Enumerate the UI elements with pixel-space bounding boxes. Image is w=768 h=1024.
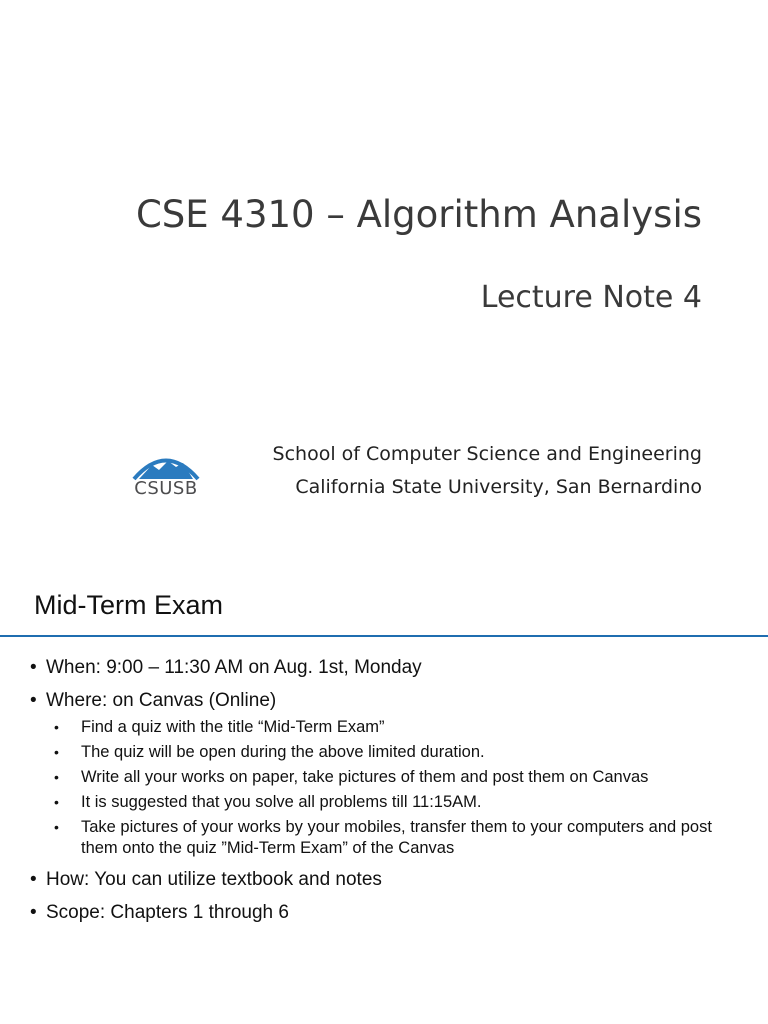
university-name: California State University, San Bernardino — [295, 476, 702, 498]
affiliation — [273, 438, 702, 504]
sub-bullet-open-duration: • The quiz will be open during the above limited duration. — [50, 742, 750, 763]
bullet-how: • How: You can utilize textbook and notes — [30, 868, 750, 892]
bullet-where: • Where: on Canvas (Online) • Find a quiz with the title “Mid-Term Exam” • The quiz will be open during the above limited duration. • Write all your works on paper, take pictures of them and post them on Canvas • It is suggested that you solve all problems till 11:15AM. • Take pictures of your works by your mobiles, transfer them to your computers and post them onto the quiz ”Mid-Term Exam” of the Canvas — [30, 689, 750, 859]
school-name: School of Computer Science and Engineering — [272, 443, 702, 465]
bullet-scope: • Scope: Chapters 1 through 6 — [30, 901, 750, 925]
content-slide — [0, 560, 768, 1024]
title-divider — [0, 635, 768, 637]
logo-wordmark: CSUSB — [134, 478, 198, 499]
sub-bullet-take-pictures: • Take pictures of your works by your mobiles, transfer them to your computers and post them onto the quiz ”Mid-Term Exam” of the Canvas — [50, 817, 750, 859]
bullet-when: • When: 9:00 – 11:30 AM on Aug. 1st, Monday — [30, 656, 750, 680]
presentation-title: CSE 4310 – Algorithm Analysis — [135, 193, 702, 236]
sub-bullet-list — [50, 717, 750, 859]
slide-title: Mid-Term Exam — [34, 590, 224, 620]
sub-bullet-suggested-time: • It is suggested that you solve all problems till 11:15AM. — [50, 792, 750, 813]
mountain-arch-icon — [128, 448, 204, 482]
csusb-logo — [128, 448, 204, 508]
presentation-subtitle: Lecture Note 4 — [480, 280, 702, 315]
bullet-list — [30, 656, 750, 934]
sub-bullet-write-on-paper: • Write all your works on paper, take pictures of them and post them on Canvas — [50, 767, 750, 788]
sub-bullet-find-quiz: • Find a quiz with the title “Mid-Term Exam” — [50, 717, 750, 738]
